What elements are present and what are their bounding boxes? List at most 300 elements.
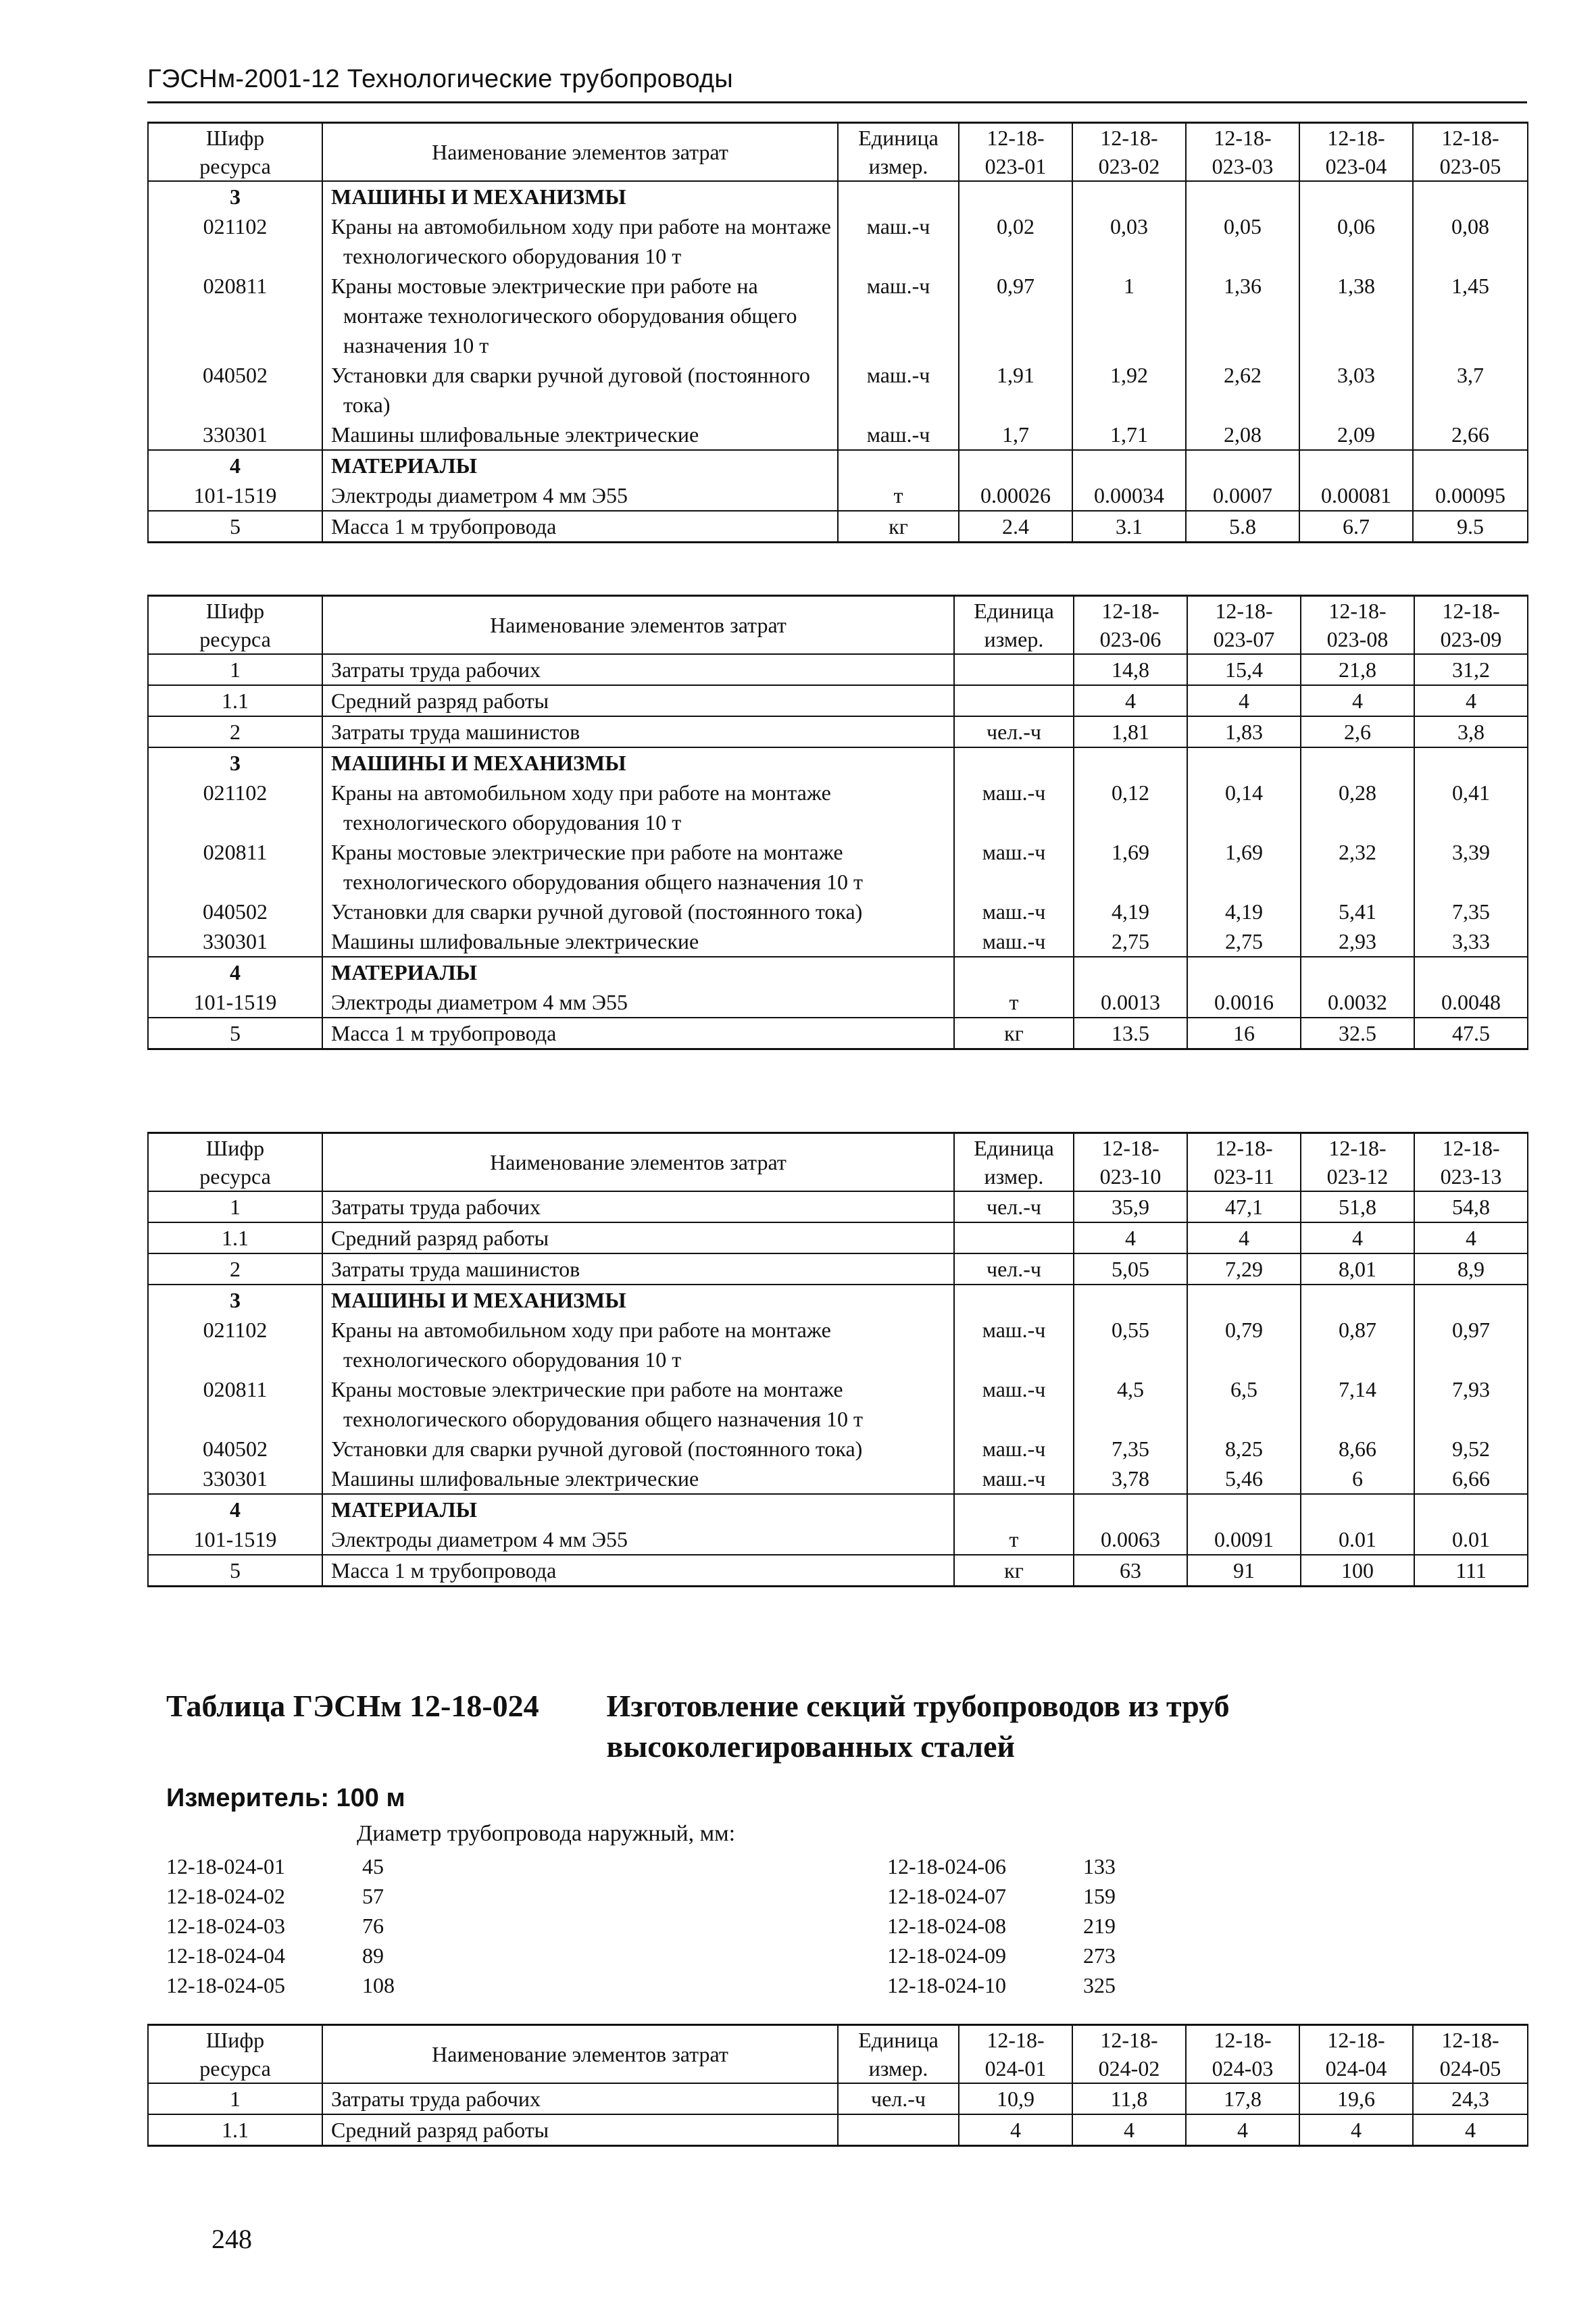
- resource-code: 3: [148, 1285, 322, 1315]
- value-cell: [1301, 1494, 1414, 1524]
- cost-element-name: МАШИНЫ И МЕХАНИЗМЫ: [322, 1285, 954, 1315]
- value-cell: [1414, 957, 1528, 987]
- header-unit: [838, 123, 959, 182]
- value-cell: 0,97: [1414, 1315, 1528, 1374]
- header-norm-code: [1414, 596, 1528, 655]
- value-cell: 1: [1072, 271, 1186, 360]
- cost-element-name: Краны на автомобильном ходу при работе на монтаже технологического оборудования 10 т: [322, 1315, 954, 1374]
- resource-code: 101-1519: [148, 480, 322, 511]
- resource-code: 5: [148, 1018, 322, 1049]
- diameter-code: 12-18-024-05: [166, 1973, 285, 1997]
- header-norm-code-line2: 023-10: [1099, 1164, 1162, 1189]
- table-row: [148, 897, 1528, 926]
- value-cell: [959, 450, 1072, 480]
- value-cell: [1074, 1494, 1187, 1524]
- cost-element-name: Электроды диаметром 4 мм Э55: [322, 480, 838, 511]
- diameter-value: 108: [362, 1973, 395, 1997]
- value-cell: 1,69: [1074, 837, 1187, 897]
- value-cell: 11,8: [1072, 2083, 1186, 2114]
- diameter-value: 57: [362, 1884, 384, 1908]
- value-cell: [1413, 181, 1528, 211]
- resource-code: 020811: [148, 1374, 322, 1434]
- diameter-row: [166, 1941, 497, 1970]
- diameter-value: 45: [362, 1854, 384, 1878]
- value-cell: 4,19: [1074, 897, 1187, 926]
- value-cell: 4: [1299, 2114, 1413, 2146]
- value-cell: 4,5: [1074, 1374, 1187, 1434]
- value-cell: 100: [1301, 1555, 1414, 1587]
- value-cell: [1186, 450, 1299, 480]
- value-cell: 5.8: [1186, 511, 1299, 543]
- resource-code: 021102: [148, 211, 322, 271]
- header-norm-code-line2: 023-08: [1326, 627, 1389, 651]
- header-code: [148, 123, 322, 182]
- diameter-code: 12-18-024-03: [166, 1914, 285, 1938]
- header-norm-code: [1301, 1133, 1414, 1192]
- cost-element-name: Затраты труда рабочих: [322, 1191, 954, 1222]
- value-cell: 7,29: [1187, 1253, 1301, 1285]
- value-cell: [1413, 450, 1528, 480]
- header-norm-code: [1074, 1133, 1187, 1192]
- header-norm-code: [1299, 2025, 1413, 2084]
- header-norm-code-line1: 12-18-: [1100, 126, 1158, 150]
- value-cell: 3,33: [1414, 926, 1528, 957]
- cost-element-name: Электроды диаметром 4 мм Э55: [322, 1524, 954, 1555]
- value-cell: 0.00034: [1072, 480, 1186, 511]
- value-cell: 0.01: [1414, 1524, 1528, 1555]
- diameter-code: 12-18-024-07: [887, 1884, 1006, 1908]
- resource-code: 330301: [148, 420, 322, 450]
- value-cell: 19,6: [1299, 2083, 1413, 2114]
- header-unit: [954, 596, 1074, 655]
- value-cell: 1,81: [1074, 716, 1187, 747]
- unit-cell: чел.-ч: [838, 2083, 959, 2114]
- cost-element-name: Краны мостовые электрические при работе на монтаже технологического оборудования общего назначения 10 т: [322, 1374, 954, 1434]
- header-code-line1: Шифр: [205, 126, 265, 150]
- diameter-row: [166, 1851, 497, 1881]
- value-cell: 4: [1301, 1222, 1414, 1253]
- header-code-line1: Шифр: [205, 1136, 265, 1160]
- resource-table-023-06-09: [147, 595, 1528, 1050]
- value-cell: 0,97: [959, 271, 1072, 360]
- value-cell: 0,28: [1301, 778, 1414, 837]
- value-cell: 0.0007: [1186, 480, 1299, 511]
- header-norm-code-line2: 023-06: [1099, 627, 1162, 651]
- value-cell: 0.0016: [1187, 987, 1301, 1018]
- resource-code: 021102: [148, 778, 322, 837]
- cost-element-name: Затраты труда рабочих: [322, 2083, 838, 2114]
- value-cell: 9.5: [1413, 511, 1528, 543]
- value-cell: 4: [959, 2114, 1072, 2146]
- resource-table-024-01-05: [147, 2024, 1528, 2147]
- header-norm-code-line2: 023-04: [1325, 154, 1387, 178]
- value-cell: 8,66: [1301, 1434, 1414, 1464]
- header-norm-code: [1186, 2025, 1299, 2084]
- cost-element-name: МАТЕРИАЛЫ: [322, 1494, 954, 1524]
- resource-code: 020811: [148, 837, 322, 897]
- cost-element-name: МАТЕРИАЛЫ: [322, 450, 838, 480]
- header-norm-code-line1: 12-18-: [1441, 2028, 1499, 2052]
- diameter-list-left: [166, 1851, 497, 2000]
- table-row: [148, 1464, 1528, 1494]
- table-row: [148, 271, 1528, 360]
- value-cell: 35,9: [1074, 1191, 1187, 1222]
- value-cell: 91: [1187, 1555, 1301, 1587]
- header-norm-code: [1413, 2025, 1528, 2084]
- value-cell: [1299, 181, 1413, 211]
- header-name: Наименование элементов затрат: [322, 1133, 954, 1192]
- diameter-code: 12-18-024-01: [166, 1854, 285, 1878]
- header-norm-code-line2: 024-03: [1212, 2056, 1274, 2081]
- value-cell: 3,8: [1414, 716, 1528, 747]
- diameter-value: 76: [362, 1914, 384, 1938]
- header-name: Наименование элементов затрат: [322, 596, 954, 655]
- value-cell: 111: [1414, 1555, 1528, 1587]
- value-cell: 63: [1074, 1555, 1187, 1587]
- value-cell: 2.4: [959, 511, 1072, 543]
- value-cell: 0.00095: [1413, 480, 1528, 511]
- cost-element-name: Установки для сварки ручной дуговой (постоянного тока): [322, 897, 954, 926]
- header-code-line2: ресурса: [199, 1164, 271, 1189]
- diameter-row: [166, 1970, 497, 2000]
- cost-element-name: Краны на автомобильном ходу при работе на монтаже технологического оборудования 10 т: [322, 211, 838, 271]
- value-cell: 1,91: [959, 360, 1072, 420]
- value-cell: 47.5: [1414, 1018, 1528, 1049]
- value-cell: 51,8: [1301, 1191, 1414, 1222]
- value-cell: 0,14: [1187, 778, 1301, 837]
- cost-element-name: МАТЕРИАЛЫ: [322, 957, 954, 987]
- unit-cell: т: [954, 1524, 1074, 1555]
- value-cell: 16: [1187, 1018, 1301, 1049]
- header-code: [148, 2025, 322, 2084]
- table-row: [148, 1434, 1528, 1464]
- unit-cell: т: [838, 480, 959, 511]
- diameter-code: 12-18-024-06: [887, 1854, 1006, 1878]
- unit-cell: маш.-ч: [954, 1315, 1074, 1374]
- value-cell: 0,79: [1187, 1315, 1301, 1374]
- unit-cell: кг: [954, 1018, 1074, 1049]
- unit-cell: т: [954, 987, 1074, 1018]
- header-unit-line1: Единица: [974, 599, 1054, 623]
- unit-cell: маш.-ч: [954, 1464, 1074, 1494]
- diameter-code: 12-18-024-02: [166, 1884, 285, 1908]
- value-cell: 2,75: [1187, 926, 1301, 957]
- value-cell: 7,14: [1301, 1374, 1414, 1434]
- unit-cell: [954, 1285, 1074, 1315]
- cost-element-name: МАШИНЫ И МЕХАНИЗМЫ: [322, 181, 838, 211]
- value-cell: 3,03: [1299, 360, 1413, 420]
- unit-cell: маш.-ч: [838, 271, 959, 360]
- header-unit: [954, 1133, 1074, 1192]
- header-unit-line1: Единица: [858, 126, 939, 150]
- page-number: 248: [211, 2224, 252, 2254]
- header-norm-code-line1: 12-18-: [1328, 1136, 1387, 1160]
- cost-element-name: Краны мостовые электрические при работе на монтаже технологического оборудования общего назначения 10 т: [322, 837, 954, 897]
- unit-cell: маш.-ч: [838, 420, 959, 450]
- resource-code: 1.1: [148, 1222, 322, 1253]
- header-norm-code-line1: 12-18-: [1442, 599, 1500, 623]
- header-norm-code: [1187, 596, 1301, 655]
- value-cell: [1074, 957, 1187, 987]
- header-norm-code: [1072, 2025, 1186, 2084]
- value-cell: 0.0063: [1074, 1524, 1187, 1555]
- value-cell: 5,41: [1301, 897, 1414, 926]
- cost-element-name: Машины шлифовальные электрические: [322, 926, 954, 957]
- header-unit-line2: измер.: [868, 154, 928, 178]
- cost-element-name: Затраты труда машинистов: [322, 1253, 954, 1285]
- cost-element-name: Средний разряд работы: [322, 2114, 838, 2146]
- value-cell: [1299, 450, 1413, 480]
- header-name: Наименование элементов затрат: [322, 2025, 838, 2084]
- resource-code: 040502: [148, 360, 322, 420]
- resource-code: 330301: [148, 926, 322, 957]
- value-cell: 6,5: [1187, 1374, 1301, 1434]
- diameter-row: [887, 1881, 1218, 1911]
- value-cell: 8,9: [1414, 1253, 1528, 1285]
- value-cell: 1,69: [1187, 837, 1301, 897]
- cost-element-name: Средний разряд работы: [322, 1222, 954, 1253]
- value-cell: 6.7: [1299, 511, 1413, 543]
- value-cell: 0.01: [1301, 1524, 1414, 1555]
- resource-code: 4: [148, 1494, 322, 1524]
- header-norm-code: [959, 123, 1072, 182]
- value-cell: 3.1: [1072, 511, 1186, 543]
- unit-cell: чел.-ч: [954, 716, 1074, 747]
- diameter-row: [887, 1911, 1218, 1941]
- header-norm-code: [1072, 123, 1186, 182]
- unit-cell: кг: [954, 1555, 1074, 1587]
- value-cell: 2,32: [1301, 837, 1414, 897]
- header-name: Наименование элементов затрат: [322, 123, 838, 182]
- table-row: [148, 211, 1528, 271]
- value-cell: 3,39: [1414, 837, 1528, 897]
- header-norm-code: [1187, 1133, 1301, 1192]
- diameter-row: [166, 1911, 497, 1941]
- diameter-title: Диаметр трубопровода наружный, мм:: [357, 1821, 736, 1846]
- cost-element-name: Машины шлифовальные электрические: [322, 420, 838, 450]
- header-code-line2: ресурса: [199, 154, 271, 178]
- table-caption: [166, 1686, 1531, 1767]
- header-code-line1: Шифр: [205, 599, 265, 623]
- header-norm-code-line2: 023-13: [1440, 1164, 1502, 1189]
- header-norm-code-line1: 12-18-: [1215, 1136, 1273, 1160]
- header-norm-code-line1: 12-18-: [1327, 2028, 1385, 2052]
- diameter-row: [887, 1970, 1218, 2000]
- table-row: [148, 654, 1528, 685]
- unit-cell: [838, 2114, 959, 2146]
- resource-code: 021102: [148, 1315, 322, 1374]
- value-cell: [1186, 181, 1299, 211]
- table-row: [148, 1018, 1528, 1049]
- table-caption-title: Изготовление секций трубопроводов из труб высоколегированных сталей: [606, 1689, 1230, 1764]
- cost-element-name: Краны на автомобильном ходу при работе на монтаже технологического оборудования 10 т: [322, 778, 954, 837]
- value-cell: [1074, 1285, 1187, 1315]
- value-cell: 2,93: [1301, 926, 1414, 957]
- value-cell: 1,45: [1413, 271, 1528, 360]
- table-caption-number: Таблица ГЭСНм 12-18-024: [166, 1689, 539, 1723]
- value-cell: 2,75: [1074, 926, 1187, 957]
- value-cell: 4: [1414, 685, 1528, 716]
- section-row: [148, 957, 1528, 987]
- value-cell: 2,6: [1301, 716, 1414, 747]
- header-norm-code: [959, 2025, 1072, 2084]
- header-norm-code-line1: 12-18-: [1101, 599, 1159, 623]
- value-cell: 54,8: [1414, 1191, 1528, 1222]
- unit-cell: чел.-ч: [954, 1191, 1074, 1222]
- header-norm-code-line2: 024-02: [1098, 2056, 1160, 2081]
- header-norm-code-line1: 12-18-: [1442, 1136, 1500, 1160]
- resource-code: 3: [148, 181, 322, 211]
- resource-code: 040502: [148, 1434, 322, 1464]
- table-row: [148, 1524, 1528, 1555]
- header-code-line1: Шифр: [205, 2028, 265, 2052]
- table-row: [148, 1191, 1528, 1222]
- value-cell: 4: [1414, 1222, 1528, 1253]
- diameter-row: [887, 1851, 1218, 1881]
- value-cell: 0,06: [1299, 211, 1413, 271]
- header-norm-code-line2: 024-04: [1325, 2056, 1387, 2081]
- header-norm-code-line1: 12-18-: [1101, 1136, 1159, 1160]
- value-cell: 9,52: [1414, 1434, 1528, 1464]
- resource-code: 1: [148, 1191, 322, 1222]
- unit-cell: [954, 957, 1074, 987]
- resource-code: 2: [148, 716, 322, 747]
- value-cell: 1,38: [1299, 271, 1413, 360]
- header-norm-code-line2: 023-03: [1212, 154, 1274, 178]
- value-cell: 8,25: [1187, 1434, 1301, 1464]
- header-code: [148, 1133, 322, 1192]
- unit-cell: [954, 654, 1074, 685]
- diameter-value: 325: [1083, 1973, 1116, 1997]
- diameter-row: [166, 1881, 497, 1911]
- value-cell: 0.0091: [1187, 1524, 1301, 1555]
- value-cell: 4: [1186, 2114, 1299, 2146]
- value-cell: [1414, 1285, 1528, 1315]
- value-cell: 0,05: [1186, 211, 1299, 271]
- resource-code: 1.1: [148, 2114, 322, 2146]
- value-cell: 2,62: [1186, 360, 1299, 420]
- diameter-code: 12-18-024-08: [887, 1914, 1006, 1938]
- cost-element-name: Средний разряд работы: [322, 685, 954, 716]
- value-cell: 4: [1074, 685, 1187, 716]
- resource-code: 1: [148, 654, 322, 685]
- header-unit-line2: измер.: [984, 627, 1044, 651]
- cost-element-name: МАШИНЫ И МЕХАНИЗМЫ: [322, 747, 954, 778]
- header-norm-code-line1: 12-18-: [987, 126, 1045, 150]
- resource-code: 020811: [148, 271, 322, 360]
- unit-cell: маш.-ч: [838, 211, 959, 271]
- unit-cell: [954, 685, 1074, 716]
- table-row: [148, 685, 1528, 716]
- diameter-value: 273: [1083, 1943, 1116, 1968]
- table-row: [148, 716, 1528, 747]
- value-cell: [1072, 450, 1186, 480]
- table-row: [148, 926, 1528, 957]
- header-norm-code-line1: 12-18-: [1100, 2028, 1158, 2052]
- value-cell: 1,92: [1072, 360, 1186, 420]
- value-cell: [1187, 1285, 1301, 1315]
- unit-cell: чел.-ч: [954, 1253, 1074, 1285]
- cost-element-name: Масса 1 м трубопровода: [322, 1555, 954, 1587]
- diameter-value: 219: [1083, 1914, 1116, 1938]
- value-cell: 7,35: [1414, 897, 1528, 926]
- header-norm-code-line1: 12-18-: [987, 2028, 1045, 2052]
- value-cell: 13.5: [1074, 1018, 1187, 1049]
- resource-code: 4: [148, 450, 322, 480]
- unit-cell: [954, 747, 1074, 778]
- unit-cell: маш.-ч: [838, 360, 959, 420]
- resource-code: 040502: [148, 897, 322, 926]
- diameter-value: 159: [1083, 1884, 1116, 1908]
- header-norm-code-line2: 023-11: [1214, 1164, 1274, 1189]
- diameter-code: 12-18-024-09: [887, 1943, 1006, 1968]
- value-cell: [1301, 957, 1414, 987]
- section-row: [148, 1285, 1528, 1315]
- value-cell: 4: [1301, 685, 1414, 716]
- value-cell: 15,4: [1187, 654, 1301, 685]
- resource-code: 5: [148, 1555, 322, 1587]
- unit-cell: [954, 1222, 1074, 1253]
- value-cell: 4,19: [1187, 897, 1301, 926]
- section-row: [148, 1494, 1528, 1524]
- cost-element-name: Машины шлифовальные электрические: [322, 1464, 954, 1494]
- value-cell: 0,03: [1072, 211, 1186, 271]
- cost-element-name: Установки для сварки ручной дуговой (постоянного тока): [322, 1434, 954, 1464]
- unit-cell: маш.-ч: [954, 1434, 1074, 1464]
- header-norm-code: [1186, 123, 1299, 182]
- header-unit-line2: измер.: [868, 2056, 928, 2081]
- table-row: [148, 420, 1528, 450]
- diameter-row: [887, 1941, 1218, 1970]
- resource-code: 3: [148, 747, 322, 778]
- resource-code: 5: [148, 511, 322, 543]
- value-cell: 14,8: [1074, 654, 1187, 685]
- table-row: [148, 511, 1528, 543]
- header-norm-code: [1301, 596, 1414, 655]
- header-norm-code: [1414, 1133, 1528, 1192]
- header-unit-line2: измер.: [984, 1164, 1044, 1189]
- measure-unit: Измеритель: 100 м: [166, 1784, 405, 1812]
- resource-code: 2: [148, 1253, 322, 1285]
- header-norm-code-line2: 023-12: [1326, 1164, 1389, 1189]
- unit-cell: маш.-ч: [954, 1374, 1074, 1434]
- value-cell: 1,71: [1072, 420, 1186, 450]
- value-cell: 3,78: [1074, 1464, 1187, 1494]
- table-row: [148, 1222, 1528, 1253]
- header-norm-code-line2: 023-07: [1213, 627, 1275, 651]
- value-cell: 1,7: [959, 420, 1072, 450]
- table-row: [148, 1374, 1528, 1434]
- value-cell: 1,83: [1187, 716, 1301, 747]
- table-row: [148, 1253, 1528, 1285]
- unit-cell: [838, 450, 959, 480]
- header-norm-code-line2: 023-01: [984, 154, 1047, 178]
- section-row: [148, 450, 1528, 480]
- value-cell: 2,66: [1413, 420, 1528, 450]
- value-cell: 2,08: [1186, 420, 1299, 450]
- value-cell: 0,41: [1414, 778, 1528, 837]
- diameter-value: 89: [362, 1943, 384, 1968]
- value-cell: 6,66: [1414, 1464, 1528, 1494]
- header-code: [148, 596, 322, 655]
- value-cell: 0.00081: [1299, 480, 1413, 511]
- header-norm-code-line2: 024-05: [1439, 2056, 1501, 2081]
- resource-code: 4: [148, 957, 322, 987]
- section-row: [148, 747, 1528, 778]
- table-row: [148, 837, 1528, 897]
- resource-code: 1: [148, 2083, 322, 2114]
- resource-code: 101-1519: [148, 987, 322, 1018]
